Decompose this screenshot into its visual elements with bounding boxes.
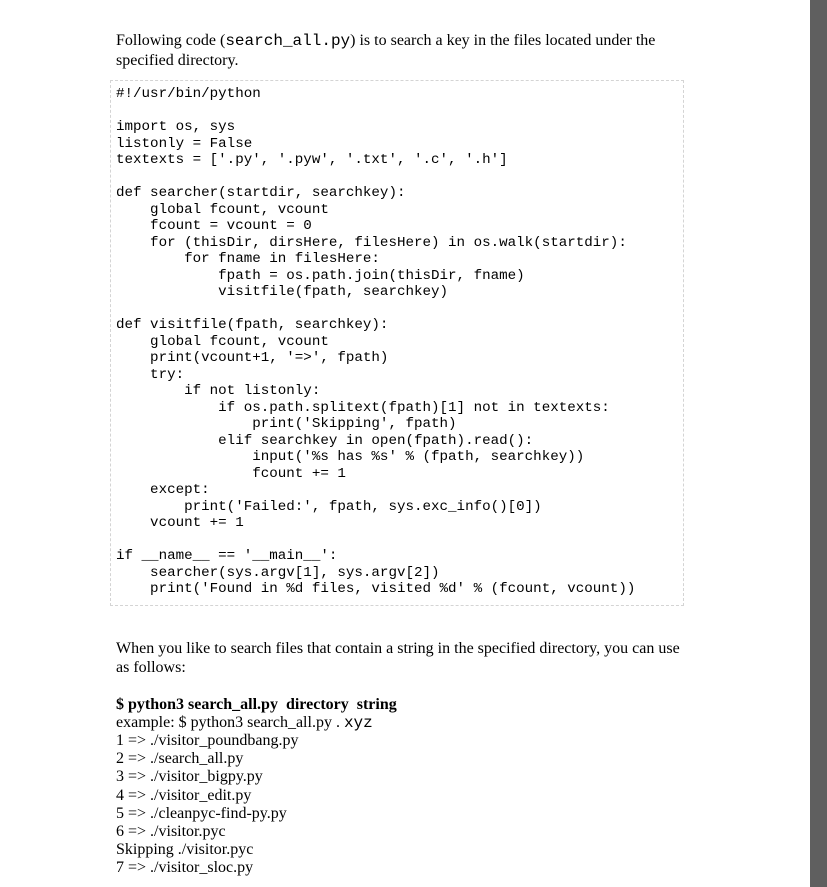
output-line: 2 => ./search_all.py	[116, 750, 244, 768]
code-listing: #!/usr/bin/python import os, sys listonly = False textexts = ['.py', '.pyw', '.txt', '.c', '.h'] def searcher(startdir, searchkey): global fcount, vcount fcount = vcount = 0 for (thisDir, dirsHere, filesHere) in os.walk(startdir): for fname in filesHere: fpath = os.path.join(thisDir, fname) visitfile(fpath, searchkey) def visitfile(fpath, searchkey): global fcount, vcount print(vcount+1, '=>', fpath) try: if not listonly: if os.path.splitext(fpath)[1] not in textexts: print('Skipping', fpath) elif searchkey in open(fpath).read(): input('%s has %s' % (fpath, searchkey)) fcount += 1 except: print('Failed:', fpath, sys.exc_info()[0]) vcount += 1 if __name__ == '__main__': searcher(sys.argv[1], sys.argv[2]) print('Found in %d files, visited %d' % (fcount, vcount))	[116, 86, 636, 597]
example-line	[116, 713, 373, 733]
output-list	[116, 732, 298, 878]
example-prefix: example: $ python3 search_all.py .	[116, 714, 344, 731]
vertical-scrollbar[interactable]	[810, 0, 827, 887]
output-line: Skipping ./visitor.pyc	[116, 841, 254, 859]
output-line: 1 => ./visitor_poundbang.py	[116, 732, 299, 749]
output-line: 6 => ./visitor.pyc	[116, 823, 226, 841]
output-line: 3 => ./visitor_bigpy.py	[116, 768, 263, 786]
output-line: 5 => ./cleanpyc-find-py.py	[116, 804, 287, 822]
example-search-key: xyz	[343, 714, 373, 732]
code-block	[110, 80, 684, 606]
intro-filename: search_all.py	[225, 32, 351, 50]
intro-paragraph	[116, 31, 696, 70]
intro-text-before: Following code (	[116, 32, 226, 49]
output-line: 7 => ./visitor_sloc.py	[116, 859, 254, 877]
command-line: $ python3 search_all.py directory string	[116, 696, 397, 713]
usage-paragraph: When you like to search files that contain a string in the specified directory, you can use as follows:	[116, 640, 680, 676]
output-line: 4 => ./visitor_edit.py	[116, 786, 252, 804]
intro-text-after: ) is to search a key in the files located under the specified directory.	[116, 32, 656, 69]
